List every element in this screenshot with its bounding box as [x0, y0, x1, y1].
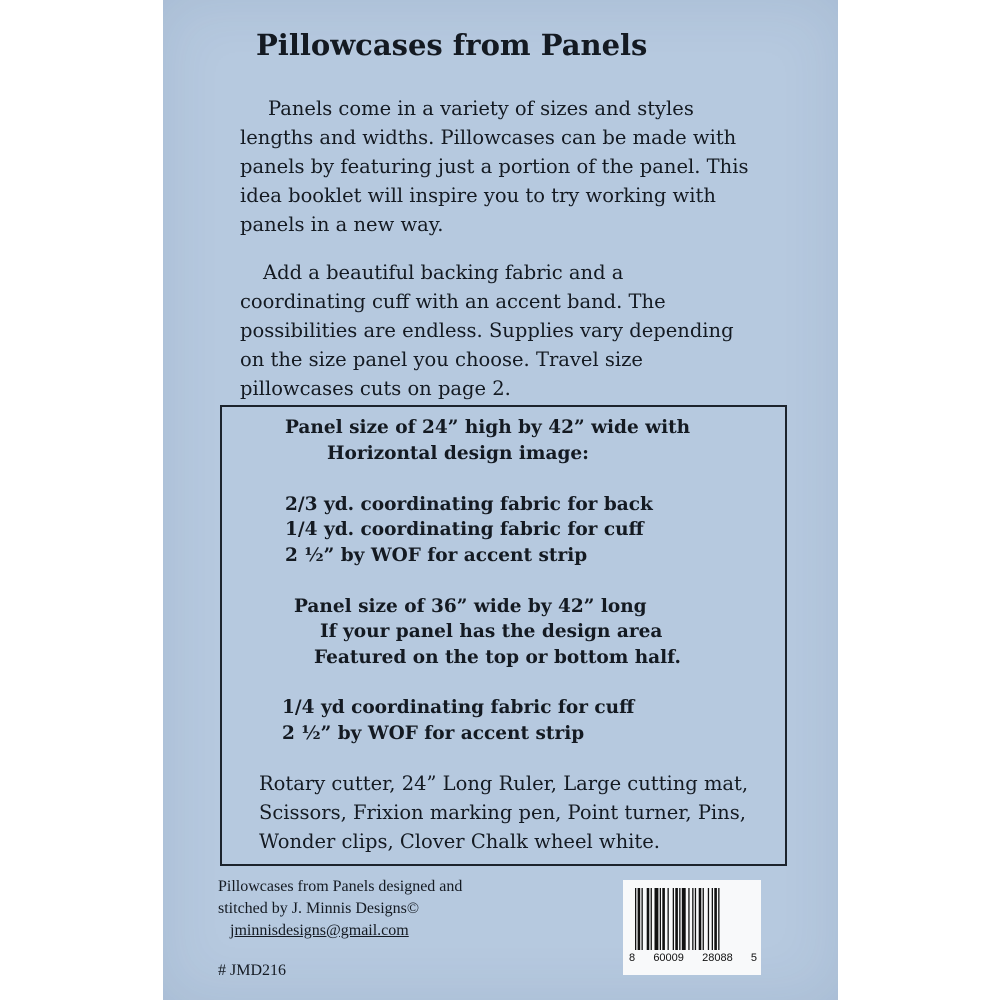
intro-line: panels in a new way. [240, 213, 444, 236]
barcode-digit-group: 28088 [702, 952, 733, 964]
barcode-bar [675, 888, 678, 950]
barcode-bar [699, 888, 702, 950]
barcode-digits [629, 952, 757, 964]
barcode-bar [692, 888, 693, 950]
intro-line: idea booklet will inspire you to try working with [240, 184, 716, 207]
panel1-item: 1/4 yd. coordinating fabric for cuff [285, 519, 644, 540]
barcode-bar [647, 888, 650, 950]
intro-line: coordinating cuff with an accent band. The [240, 290, 666, 313]
tools-line: Wonder clips, Clover Chalk wheel white. [259, 830, 660, 853]
barcode-bar [718, 888, 719, 950]
barcode-bar [668, 888, 669, 950]
barcode-bar [662, 888, 665, 950]
panel2-heading: If your panel has the design area [320, 621, 663, 642]
barcode-digit-group: 60009 [653, 952, 684, 964]
panel2-heading: Featured on the top or bottom half. [314, 647, 681, 668]
tools-list [259, 769, 779, 856]
barcode-bar [712, 888, 713, 950]
barcode-bar [682, 888, 686, 950]
product-code: # JMD216 [218, 962, 287, 979]
barcode-bar [651, 888, 652, 950]
supplies-box [220, 405, 787, 866]
credit-line: Pillowcases from Panels designed and [218, 878, 463, 895]
designer-credit [218, 876, 568, 942]
tools-line: Rotary cutter, 24” Long Ruler, Large cutting mat, [259, 772, 749, 795]
barcode-bar [642, 888, 643, 950]
barcode [623, 880, 761, 975]
barcode-bar [660, 888, 661, 950]
barcode-bar [655, 888, 659, 950]
panel1-heading: Horizontal design image: [327, 443, 589, 464]
tools-line: Scissors, Frixion marking pen, Point turner, Pins, [259, 801, 746, 824]
barcode-bar [635, 888, 636, 950]
email-link[interactable]: jminnisdesigns@gmail.com [230, 922, 409, 939]
barcode-bar [703, 888, 704, 950]
panel2-item: 1/4 yd coordinating fabric for cuff [282, 697, 635, 718]
intro-line: pillowcases cuts on page 2. [240, 377, 511, 400]
intro-line: Panels come in a variety of sizes and styles [268, 97, 694, 120]
intro-line: panels by featuring just a portion of the panel. This [240, 155, 749, 178]
credit-line: stitched by J. Minnis Designs© [218, 900, 420, 917]
barcode-digit-group: 8 [629, 952, 636, 964]
panel1-heading: Panel size of 24” high by 42” wide with [285, 417, 691, 438]
barcode-bar [695, 888, 696, 950]
intro-line: on the size panel you choose. Travel size [240, 348, 643, 371]
intro-line: lengths and widths. Pillowcases can be made with [240, 126, 737, 149]
intro-line: Add a beautiful backing fabric and a [263, 261, 624, 284]
panel2-item: 2 ½” by WOF for accent strip [282, 723, 585, 744]
intro-paragraph-1 [240, 94, 800, 239]
booklet-back-cover [163, 0, 838, 1000]
panel1-item: 2 ½” by WOF for accent strip [285, 545, 588, 566]
barcode-bars [633, 888, 751, 950]
barcode-bar [708, 888, 709, 950]
panel2-heading: Panel size of 36” wide by 42” long [294, 596, 647, 617]
panel1-item: 2/3 yd. coordinating fabric for back [285, 494, 653, 515]
intro-line: possibilities are endless. Supplies vary depending [240, 319, 734, 342]
barcode-bar [638, 888, 641, 950]
page-title: Pillowcases from Panels [256, 28, 648, 62]
intro-paragraph-2 [240, 258, 800, 403]
barcode-bar [673, 888, 674, 950]
barcode-bar [679, 888, 680, 950]
barcode-bar [688, 888, 689, 950]
barcode-digit-group: 5 [750, 952, 757, 964]
barcode-bar [714, 888, 717, 950]
